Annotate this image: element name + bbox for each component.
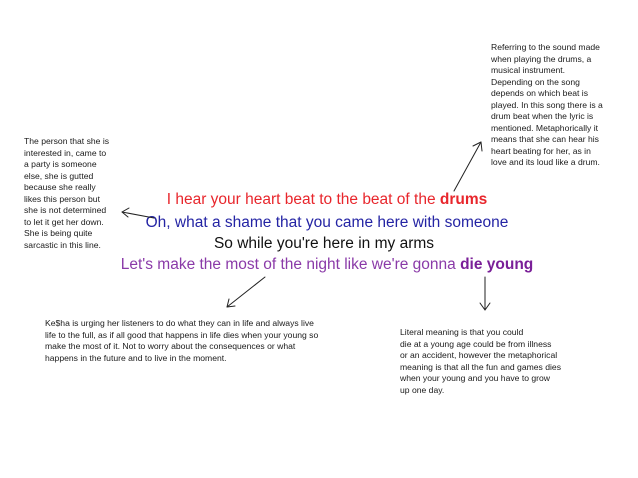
annotation-kesha: Ke$ha is urging her listeners to do what they can in life and always live life to the full, as if all good that happens in life dies when your young so make the most of it. Not to worry about the consequences or what happens in the future and to live in the moment.: [45, 318, 319, 363]
lyric-line-2: Oh, what a shame that you came here with someone: [145, 214, 509, 231]
arrow-to-literal-note: [480, 277, 490, 310]
arrow-to-drums-note: [454, 142, 482, 191]
arrow-to-kesha-note: [227, 277, 265, 307]
annotation-literal-meaning: Literal meaning is that you could die at a young age could be from illness or an accident, however the metaphorical meaning is that all the fun and games dies when your young and you have to grow up one day.: [400, 327, 561, 395]
lyric-line-3: So while you're here in my arms: [213, 235, 435, 252]
lyric-line-4-text: Let's make the most of the night like we're gonna: [120, 256, 461, 273]
lyric-line-4: [8, 255, 638, 275]
lyric-line-1-text: I hear your heart beat to the beat of the: [166, 191, 440, 208]
lyric-keyword-die-young: die young: [460, 256, 534, 273]
lyric-line-1: [8, 190, 638, 210]
annotation-person: The person that she is interested in, came to a party is someone else, she is gutted because she really likes this person but she is not determined to let it get her down. She is being quite sarcastic in this line.: [24, 136, 110, 250]
annotation-drums: Referring to the sound made when playing the drums, a musical instrument. Depending on the song depends on which beat is played. In this song there is a drum beat when the lyric is mentioned. Metaphorically it means that she can hear his heart beating for her, as in love and its loud like a drum.: [491, 42, 603, 167]
lyric-keyword-drums: drums: [439, 191, 488, 208]
